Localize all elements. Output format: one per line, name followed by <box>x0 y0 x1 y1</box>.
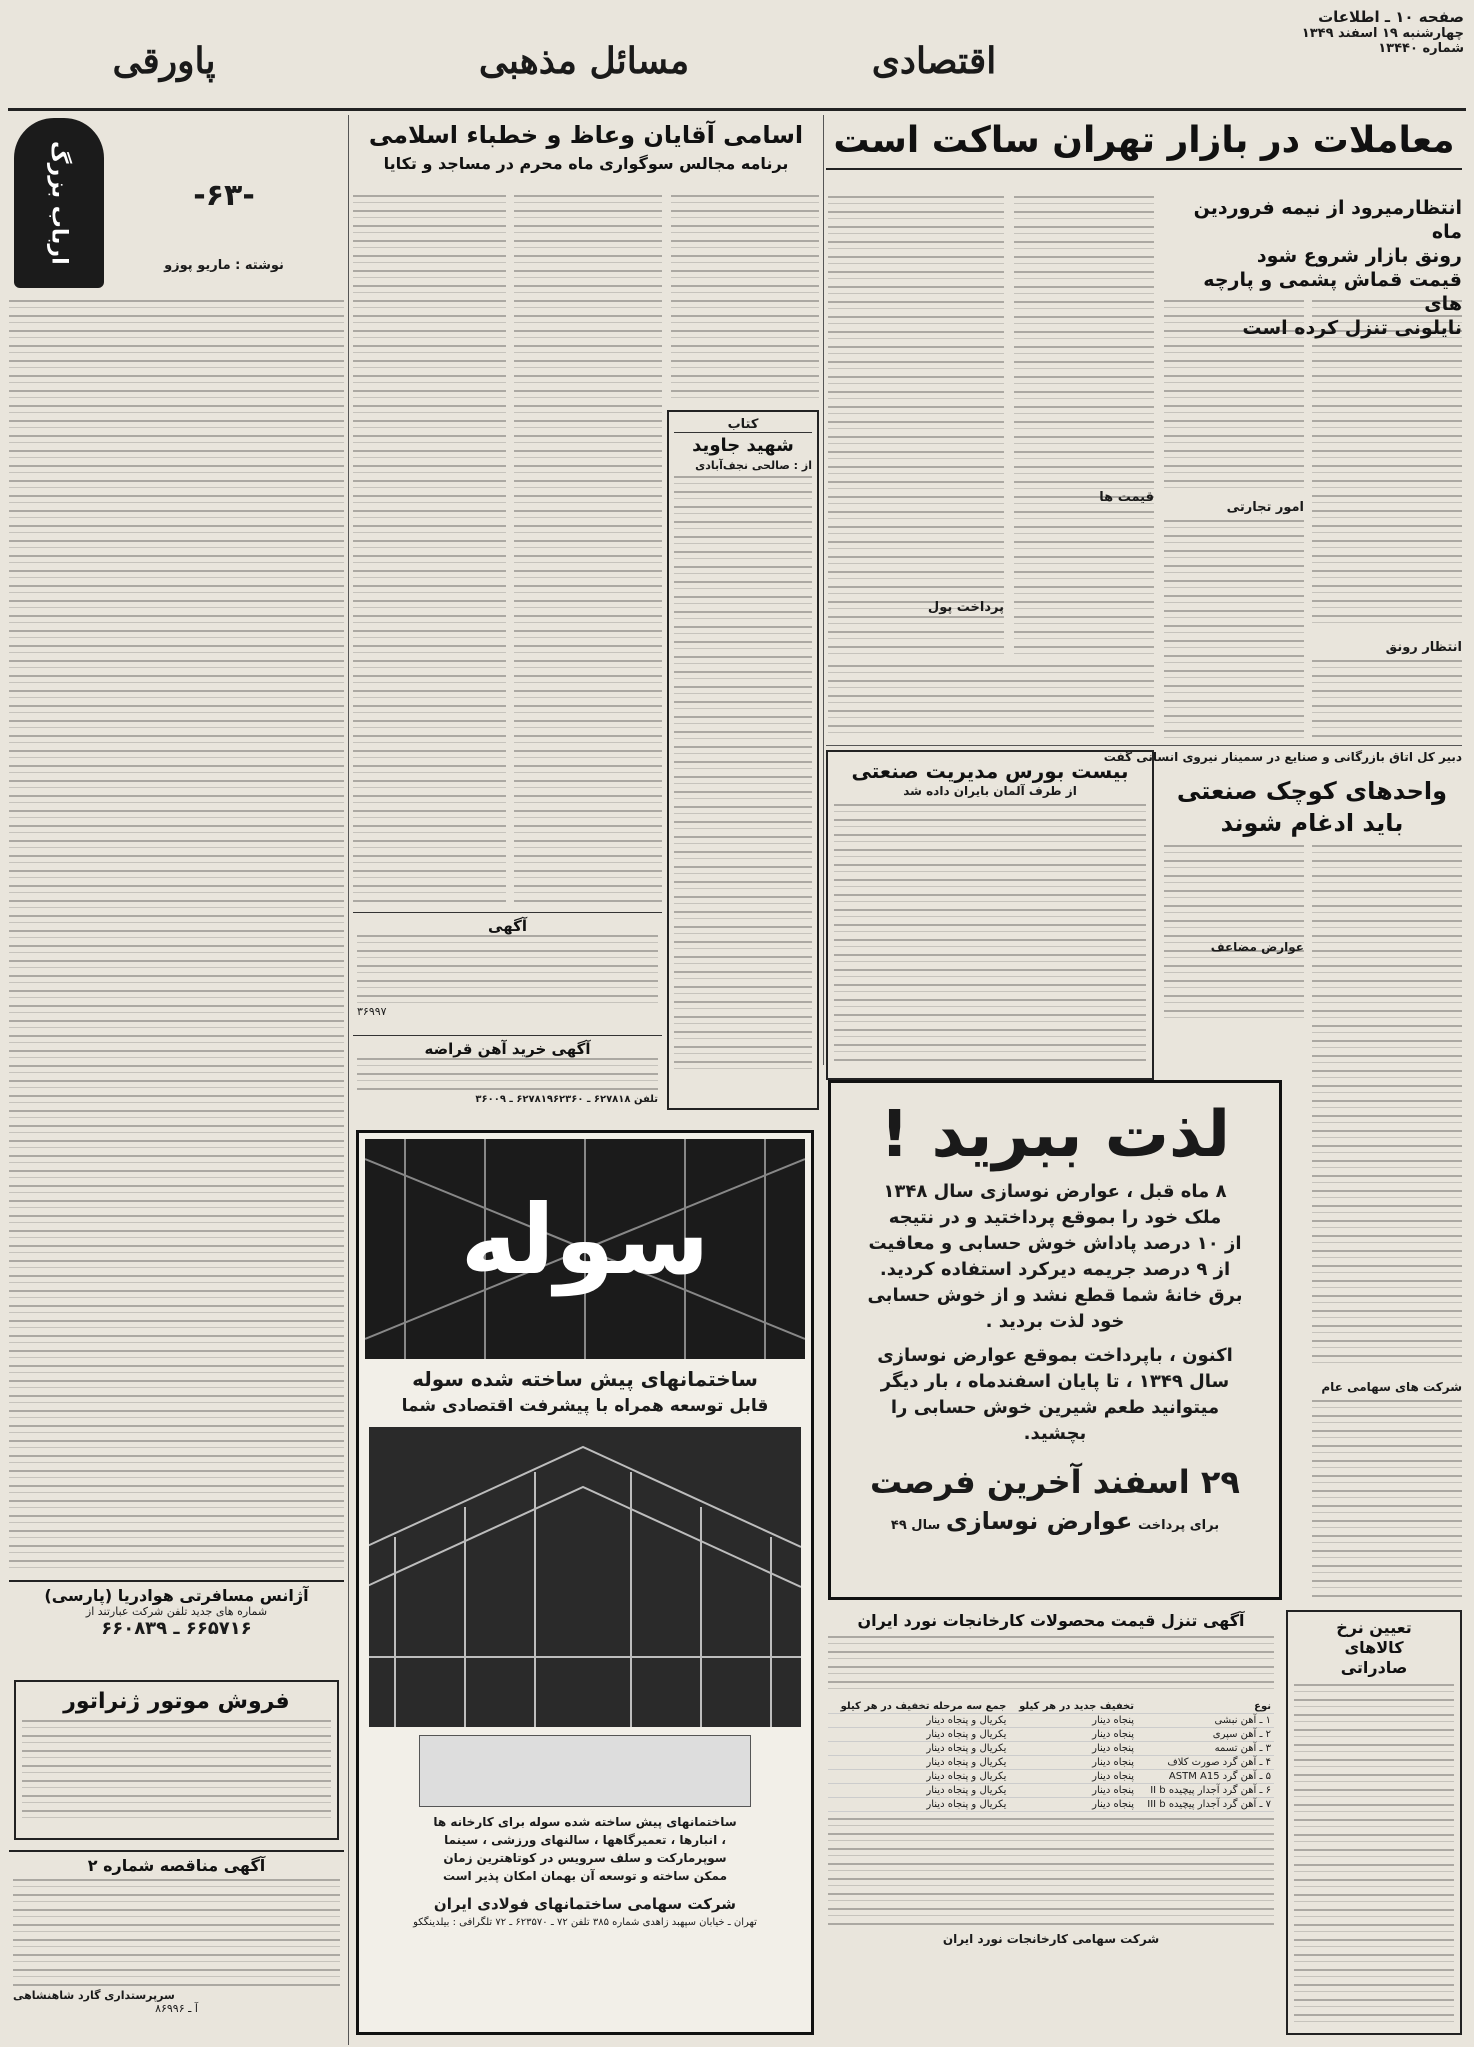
col-total: جمع سه مرحله تخفیف در هر کیلو <box>828 1700 1009 1714</box>
generator-ad-title: فروش موتور ژنراتور <box>63 1689 290 1714</box>
tax-ad-line: ۸ ماه قبل ، عوارض نوسازی سال ۱۳۴۸ <box>883 1181 1227 1202</box>
price-notice-title: آگهی تنزل قیمت محصولات کارخانجات نورد ایران <box>857 1611 1245 1630</box>
travel-ad-phones: ۶۶۵۷۱۶ ـ ۶۶۰۸۳۹ <box>101 1618 252 1639</box>
scholarship-subhead: از طرف آلمان بایران داده شد <box>903 784 1077 798</box>
section-title-serial: پاورقی <box>112 40 216 82</box>
economy-article <box>826 118 1462 190</box>
export-title-2: کالاهای <box>1344 1638 1404 1657</box>
soleh-company: شرکت سهامی ساختمانهای فولادی ایران <box>433 1895 737 1913</box>
economy-label-payment: پرداخت پول <box>927 600 1004 615</box>
notice-1-phone: ۳۶۹۹۷ <box>357 1005 387 1018</box>
serial-text <box>9 300 344 1570</box>
price-cell-type: ۳ ـ آهن تسمه <box>1137 1742 1274 1756</box>
industry-label-companies: شرکت های سهامی عام <box>1321 1380 1462 1394</box>
soleh-line-2: قابل توسعه همراه با پیشرفت اقتصادی شما <box>401 1396 769 1416</box>
tender-ad-text <box>13 1879 340 1989</box>
economy-subhead-1: انتظارمیرود از نیمه فروردین ماه <box>1193 197 1462 243</box>
tender-ad-sign: سرپرستداری گارد شاهنشاهی <box>13 1989 175 2002</box>
tax-ad <box>828 1080 1282 1600</box>
price-row <box>828 1770 1274 1784</box>
industry-label-factors: عوارض مضاعف <box>1210 940 1304 954</box>
price-cell-total: یکریال و پنجاه دینار <box>828 1784 1009 1798</box>
iron-ad-title: آگهی خرید آهن قراضه <box>424 1040 591 1058</box>
price-row <box>828 1784 1274 1798</box>
price-row <box>828 1728 1274 1742</box>
price-cell-total: یکریال و پنجاه دینار <box>828 1770 1009 1784</box>
soleh-header-image <box>365 1139 805 1359</box>
tax-ad-line: اکنون ، باپرداخت بموقع عوارض نوسازی <box>877 1345 1233 1366</box>
notice-1 <box>353 912 662 1032</box>
export-rates-title <box>1294 1618 1454 1678</box>
economy-column-text <box>1312 300 1462 630</box>
book-title: شهید جاوید <box>692 435 794 456</box>
price-cell-discount: پنجاه دینار <box>1009 1798 1137 1812</box>
economy-column-text <box>828 665 1154 740</box>
scholarship-text <box>834 804 1146 1064</box>
iron-ad-phone: تلفن ۶۲۷۸۱۸ ـ ۶۲۷۸۱۹۶۲۳۶۰ ـ ۳۶۰۰۹ <box>475 1094 658 1105</box>
scholarship-headline: بیست بورس مدیریت صنعتی <box>851 759 1129 783</box>
religion-article <box>353 118 819 176</box>
economy-label-prices: قیمت ها <box>1099 490 1154 505</box>
section-title-religion: مسائل مذهبی <box>478 40 690 82</box>
price-notice-footer: شرکت سهامی کارخانجات نورد ایران <box>942 1932 1160 1946</box>
book-text <box>674 476 812 1076</box>
issue-line: شماره ۱۳۴۴۰ <box>1378 41 1464 56</box>
tax-ad-line: خود لذت بردید . <box>985 1311 1125 1332</box>
book-label: کتاب <box>674 417 812 433</box>
column-divider <box>823 115 824 1065</box>
price-cell-total: یکریال و پنجاه دینار <box>828 1714 1009 1728</box>
col-discount: تخفیف جدید در هر کیلو <box>1009 1700 1137 1714</box>
tax-ad-line: بچشید. <box>1023 1423 1087 1444</box>
price-notice-body <box>828 1818 1274 1928</box>
tax-ad-footer-big: عوارض نوسازی <box>945 1507 1133 1535</box>
tax-ad-deadline: ۲۹ اسفند آخرین فرصت <box>870 1463 1240 1501</box>
headline-ornament <box>826 168 1462 184</box>
price-cell-total: یکریال و پنجاه دینار <box>828 1756 1009 1770</box>
price-table <box>828 1700 1274 1812</box>
religion-headline: اسامی آقایان وعاظ و خطباء اسلامی <box>368 121 804 149</box>
price-cell-type: ۱ ـ آهن نبشی <box>1137 1714 1274 1728</box>
building-sketch <box>419 1735 751 1807</box>
economy-subhead-2: رونق بازار شروع شود <box>1256 245 1462 267</box>
masthead-meta <box>1294 8 1464 56</box>
soleh-line-1: ساختمانهای پیش ساخته شده سوله <box>412 1367 758 1391</box>
tax-ad-line: از ۱۰ درصد پاداش خوش حسابی و معافیت <box>868 1233 1242 1254</box>
industry-column-text <box>1312 1400 1462 1600</box>
tax-ad-body <box>845 1179 1265 1447</box>
tax-ad-line: برق خانهٔ شما قطع نشد و از خوش حسابی <box>867 1285 1243 1306</box>
price-notice <box>828 1610 1274 2035</box>
religion-column-text <box>353 195 506 905</box>
soleh-caption: ساختمانهای پیش ساخته شده سوله برای کارخانه ها <box>433 1815 737 1829</box>
export-rates-box <box>1286 1610 1462 2035</box>
serial-header <box>9 118 344 288</box>
economy-column-text <box>1014 196 1154 656</box>
economy-label-commerce: امور تجارتی <box>1226 500 1304 515</box>
column-divider <box>348 115 349 2045</box>
travel-ad-title: آژانس مسافرتی هوادریا (پارسی) <box>44 1586 309 1605</box>
soleh-address: تهران ـ خیابان سپهبد زاهدی شماره ۳۸۵ تلفن ۷۲ ـ ۶۲۳۵۷۰ ـ ۷۲ تلگرافی : بیلدینگکو <box>413 1917 757 1928</box>
soleh-caption: سوپرمارکت و سلف سرویس در کوتاهترین زمان <box>443 1851 727 1865</box>
soleh-brand: سوله <box>460 1184 710 1296</box>
page-number-line: صفحه ۱۰ ـ اطلاعات <box>1318 8 1464 26</box>
economy-column-text <box>828 196 1004 656</box>
economy-subhead-4: نایلونی تنزل کرده است <box>1242 317 1462 339</box>
date-line: چهارشنبه ۱۹ اسفند ۱۳۴۹ <box>1301 26 1464 41</box>
serial-chapter: -۶۳- <box>193 178 255 213</box>
travel-ad <box>9 1580 344 1670</box>
iron-ad <box>353 1035 662 1115</box>
tender-ad-title: آگهی مناقصه شماره ۲ <box>87 1856 266 1875</box>
industry-kicker: دبیر کل اتاق بازرگانی و صنایع در سمینار نیروی انسانی گفت <box>1103 750 1462 764</box>
tax-ad-footer <box>845 1507 1265 1535</box>
book-author: از : صالحی نجف‌آبادی <box>695 459 812 472</box>
price-cell-total: یکریال و پنجاه دینار <box>828 1798 1009 1812</box>
economy-column-text <box>1312 660 1462 740</box>
price-cell-discount: پنجاه دینار <box>1009 1784 1137 1798</box>
economy-label-stagnation: انتظار رونق <box>1385 640 1462 655</box>
scholarship-box <box>826 750 1154 1080</box>
price-cell-type: ۴ ـ آهن گرد صورت کلاف <box>1137 1756 1274 1770</box>
price-cell-discount: پنجاه دینار <box>1009 1742 1137 1756</box>
generator-ad-text <box>22 1720 331 1820</box>
price-cell-discount: پنجاه دینار <box>1009 1714 1137 1728</box>
price-cell-type: ۵ ـ آهن گرد ASTM A15 <box>1137 1770 1274 1784</box>
export-rates-text <box>1294 1684 1454 2024</box>
tender-ad-code: آ ـ ۸۶۹۹۶ <box>155 2002 198 2015</box>
price-notice-intro <box>828 1636 1274 1696</box>
industry-headline-2: باید ادغام شوند <box>1220 809 1404 837</box>
tax-ad-line: از ۹ درصد جریمه دیرکرد استفاده کردید. <box>879 1259 1231 1280</box>
religion-subhead: برنامه مجالس سوگواری ماه محرم در مساجد و تکایا <box>383 154 789 173</box>
soleh-caption: ممکن ساخته و توسعه آن بهمان امکان پذیر است <box>442 1869 727 1883</box>
industry-headline <box>1162 775 1462 839</box>
price-cell-type: ۶ ـ آهن گرد آجدار پیچیده II b <box>1137 1784 1274 1798</box>
tax-ad-line: ملک خود را بموقع پرداختید و در نتیجه <box>888 1207 1222 1228</box>
economy-column-text <box>1164 300 1304 490</box>
industry-column-text <box>1164 845 1304 1025</box>
economy-column-text <box>1164 520 1304 740</box>
steel-structure-photo <box>369 1427 801 1727</box>
price-row <box>828 1714 1274 1728</box>
section-title-economy: اقتصادی <box>871 40 997 82</box>
price-cell-discount: پنجاه دینار <box>1009 1756 1137 1770</box>
industry-headline-1: واحدهای کوچک صنعتی <box>1176 777 1448 805</box>
price-cell-total: یکریال و پنجاه دینار <box>828 1728 1009 1742</box>
tax-ad-footer-small: برای پرداخت <box>1138 1518 1220 1533</box>
iron-ad-text <box>357 1058 658 1094</box>
masthead-rule <box>8 108 1466 111</box>
col-type: نوع <box>1137 1700 1274 1714</box>
serial-logo: ارباب بزرگ <box>14 118 104 288</box>
soleh-captions <box>359 1813 811 1885</box>
soleh-ad <box>356 1130 814 2035</box>
export-title-1: تعیین نرخ <box>1336 1618 1412 1637</box>
price-cell-discount: پنجاه دینار <box>1009 1770 1137 1784</box>
tax-ad-headline: لذت ببرید ! <box>879 1098 1231 1172</box>
price-row <box>828 1742 1274 1756</box>
tax-ad-line: سال ۱۳۴۹ ، تا پایان اسفندماه ، بار دیگر <box>880 1371 1230 1392</box>
price-row <box>828 1798 1274 1812</box>
price-cell-discount: پنجاه دینار <box>1009 1728 1137 1742</box>
notice-1-text <box>357 935 658 1005</box>
religion-column-text <box>671 195 819 405</box>
industry-column-text <box>1312 845 1462 1365</box>
price-cell-total: یکریال و پنجاه دینار <box>828 1742 1009 1756</box>
soleh-caption: ، انبارها ، تعمیرگاهها ، سالنهای ورزشی ، سینما <box>444 1833 726 1847</box>
travel-ad-line: شماره های جدید تلفن شرکت عبارتند از <box>85 1605 268 1618</box>
economy-subhead-3: قیمت قماش پشمی و پارچه های <box>1203 269 1462 315</box>
price-cell-type: ۷ ـ آهن گرد آجدار پیچیده III b <box>1137 1798 1274 1812</box>
notice-1-title: آگهی <box>488 917 527 935</box>
tender-ad <box>9 1850 344 2035</box>
economy-headline: معاملات در بازار تهران ساکت است <box>833 120 1455 161</box>
price-cell-type: ۲ ـ آهن سپری <box>1137 1728 1274 1742</box>
book-box <box>667 410 819 1110</box>
steel-structure-illustration <box>369 1427 801 1727</box>
religion-column-text <box>514 195 662 905</box>
section-rule <box>826 745 1462 746</box>
generator-ad <box>14 1680 339 1840</box>
serial-author: نوشته : ماریو پوزو <box>164 258 284 273</box>
export-title-3: صادراتی <box>1340 1658 1408 1677</box>
tax-ad-line: میتوانید طعم شیرین خوش حسابی را <box>890 1397 1220 1418</box>
price-row <box>828 1756 1274 1770</box>
tax-ad-footer-year: سال ۴۹ <box>890 1518 941 1533</box>
